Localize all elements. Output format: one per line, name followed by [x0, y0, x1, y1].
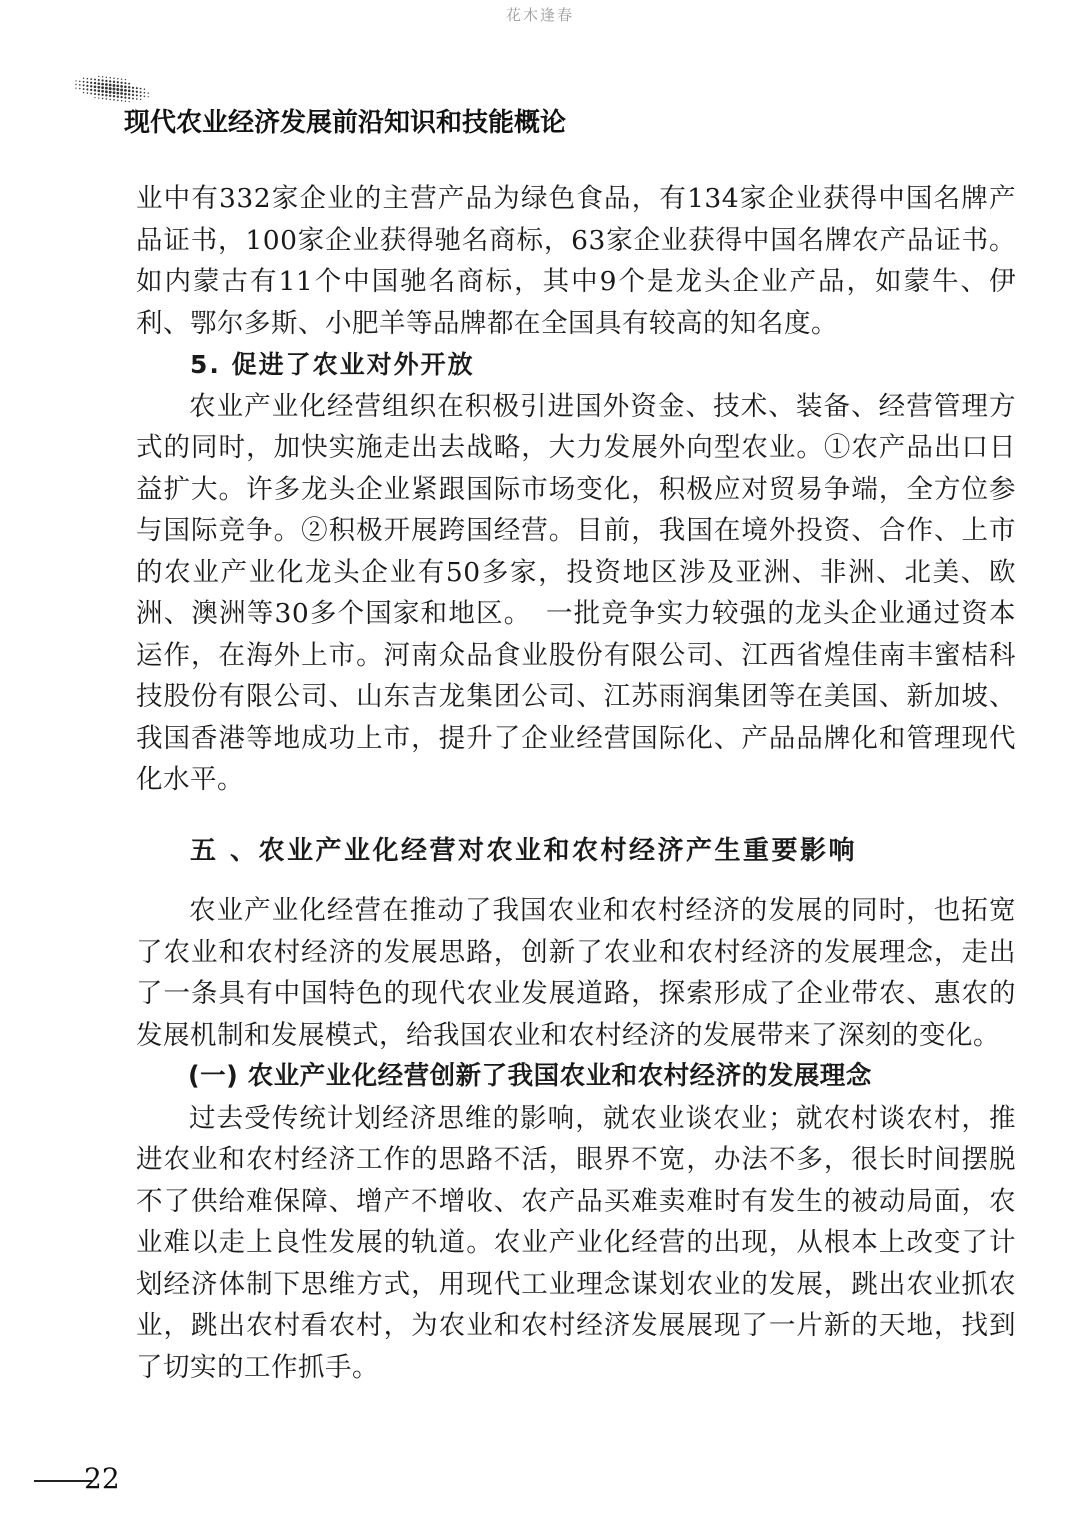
paragraph-development-concept: 过去受传统计划经济思维的影响，就农业谈农业；就农村谈农村，推进农业和农村经济工作的思路不活，眼界不宽，办法不多，很长时间摆脱不了供给难保障、增产不增收、农产品买难卖难时有发生的被动局面，农业难以走上良性发展的轨道。农业产业化经营的出现，从根本上改变了计划经济体制下思维方式，用现代工业理念谋划农业的发展，跳出农业抓农业，跳出农村看农村，为农业和农村经济发展展现了一片新的天地，找到了切实的工作抓手。	[136, 1102, 1016, 1383]
watermark: 花木逢春	[505, 6, 574, 24]
subsection-heading-1: (一) 农业产业化经营创新了我国农业和农村经济的发展理念	[188, 1061, 872, 1091]
page-number: 22	[84, 1462, 120, 1495]
section-heading-5: 五 、农业产业化经营对农业和农村经济产生重要影响	[190, 835, 858, 866]
paragraph-opening-up: 农业产业化经营组织在积极引进国外资金、技术、装备、经营管理方式的同时，加快实施走出去战略，大力发展外向型农业。①农产品出口日益扩大。许多龙头企业紧跟国际市场变化，积极应对贸易争端，全方位参与国际竞争。②积极开展跨国经营。目前，我国在境外投资、合作、上市的农业产业化龙头企业有50多家，投资地区涉及亚洲、非洲、北美、欧洲、澳洲等30多个国家和地区。 一批竞争实力较强的龙头企业通过资本运作，在海外上市。河南众品食业股份有限公司、江西省煌佳南丰蜜桔科技股份有限公司、山东吉龙集团公司、江苏雨润集团等在美国、新加坡、我国香港等地成功上市，提升了企业经营国际化、产品品牌化和管理现代化水平。	[136, 390, 1016, 795]
paragraph-impact: 农业产业化经营在推动了我国农业和农村经济的发展的同时，也拓宽了农业和农村经济的发展思路，创新了农业和农村经济的发展理念，走出了一条具有中国特色的现代农业发展道路，探索形成了企业带农、惠农的发展机制和发展模式，给我国农业和农村经济的发展带来了深刻的变化。	[136, 895, 1016, 1051]
paragraph-continued: 业中有332家企业的主营产品为绿色食品，有134家企业获得中国名牌产品证书，100家企业获得驰名商标，63家企业获得中国名牌农产品证书。如内蒙古有11个中国驰名商标，其中9个是龙头企业产品，如蒙牛、伊利、鄂尔多斯、小肥羊等品牌都在全国具有较高的知名度。	[136, 183, 1016, 339]
subheading-5: 5. 促进了农业对外开放	[190, 350, 475, 379]
page-body	[136, 178, 1016, 1388]
running-header-title: 现代农业经济发展前沿知识和技能概论	[124, 108, 567, 138]
